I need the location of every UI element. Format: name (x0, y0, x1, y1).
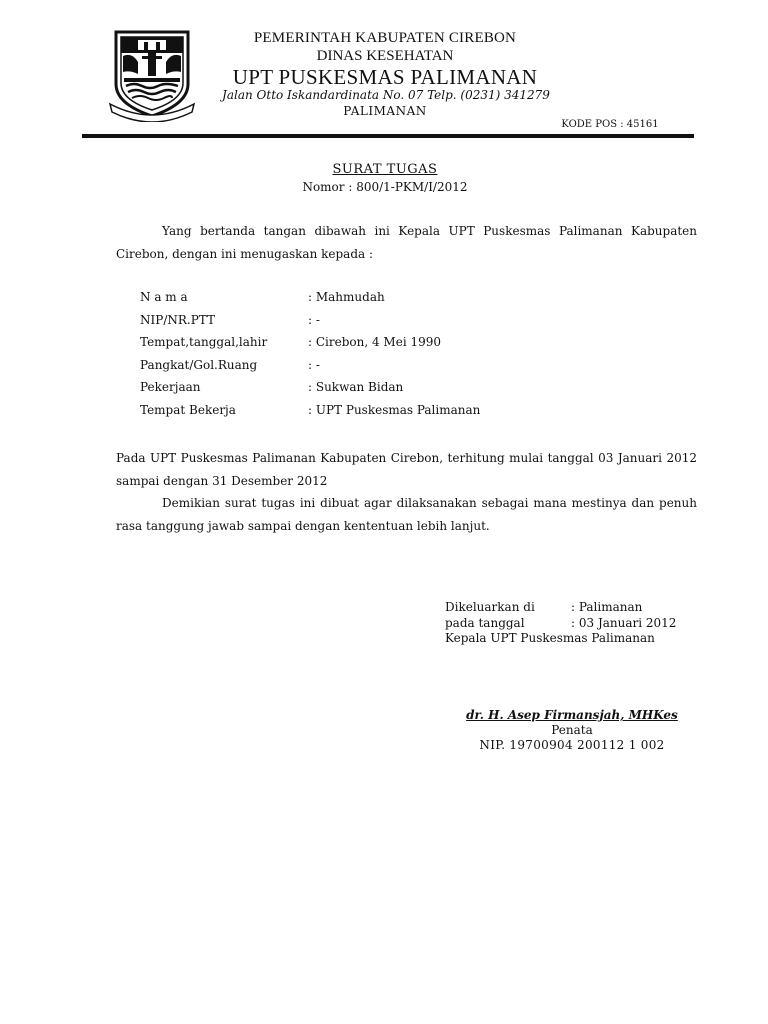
intro-paragraph: Yang bertanda tangan dibawah ini Kepala UPT Puskesmas Palimanan Kabupaten Cirebon, dengan ini menugaskan kepada : (116, 224, 697, 261)
letterhead-department: DINAS KESEHATAN (316, 48, 454, 64)
identity-value: : - (308, 312, 320, 327)
signer-nip: NIP. 19700904 200112 1 002 (479, 738, 665, 752)
identity-value: : Sukwan Bidan (308, 380, 404, 395)
letterhead-postal-code: KODE POS : 45161 (561, 119, 659, 130)
identity-table (140, 290, 560, 426)
identity-value: : Mahmudah (308, 290, 385, 304)
identity-row (140, 403, 560, 426)
identity-value: : - (308, 357, 320, 372)
issuance-block (445, 600, 705, 647)
identity-row (140, 358, 560, 381)
document-title: SURAT TUGAS (332, 162, 438, 177)
closing-paragraph: Demikian surat tugas ini dibuat agar dilaksanakan sebagai mana mestinya dan penuh rasa tanggung jawab sampai dengan kententuan lebih lanjut. (116, 496, 697, 533)
letterhead-government: PEMERINTAH KABUPATEN CIREBON (253, 30, 517, 46)
assignment-paragraph: Pada UPT Puskesmas Palimanan Kabupaten Cirebon, terhitung mulai tanggal 03 Januari 2012 sampai dengan 31 Desember 2012 (116, 451, 697, 488)
issue-place-value: : Palimanan (571, 600, 643, 614)
letterhead-divider (82, 134, 694, 138)
identity-row (140, 380, 560, 403)
signer-name: dr. H. Asep Firmansjah, MHKes (466, 708, 678, 722)
letterhead-address: Jalan Otto Iskandardinata No. 07 Telp. (0231) 341279 (222, 88, 550, 102)
issue-date-label: pada tanggal (445, 615, 525, 630)
identity-label: Tempat,tanggal,lahir (140, 335, 268, 350)
regency-emblem-logo (108, 26, 196, 122)
signer-rank: Penata (551, 723, 593, 737)
identity-label: Pekerjaan (140, 380, 201, 395)
issue-place-label: Dikeluarkan di (445, 600, 535, 614)
letterhead-institution: UPT PUSKESMAS PALIMANAN (232, 65, 538, 89)
identity-label: N a m a (140, 290, 188, 304)
document-number: Nomor : 800/1-PKM/I/2012 (302, 180, 468, 194)
identity-label: Pangkat/Gol.Ruang (140, 357, 258, 372)
identity-value: : UPT Puskesmas Palimanan (308, 402, 481, 417)
identity-row (140, 313, 560, 336)
identity-label: Tempat Bekerja (140, 402, 236, 417)
issue-date-value: : 03 Januari 2012 (571, 615, 677, 630)
identity-row (140, 335, 560, 358)
identity-label: NIP/NR.PTT (140, 312, 216, 327)
issuer-position: Kepala UPT Puskesmas Palimanan (445, 631, 655, 645)
letterhead-city: PALIMANAN (343, 104, 427, 118)
identity-value: : Cirebon, 4 Mei 1990 (308, 335, 442, 350)
identity-row (140, 290, 560, 313)
